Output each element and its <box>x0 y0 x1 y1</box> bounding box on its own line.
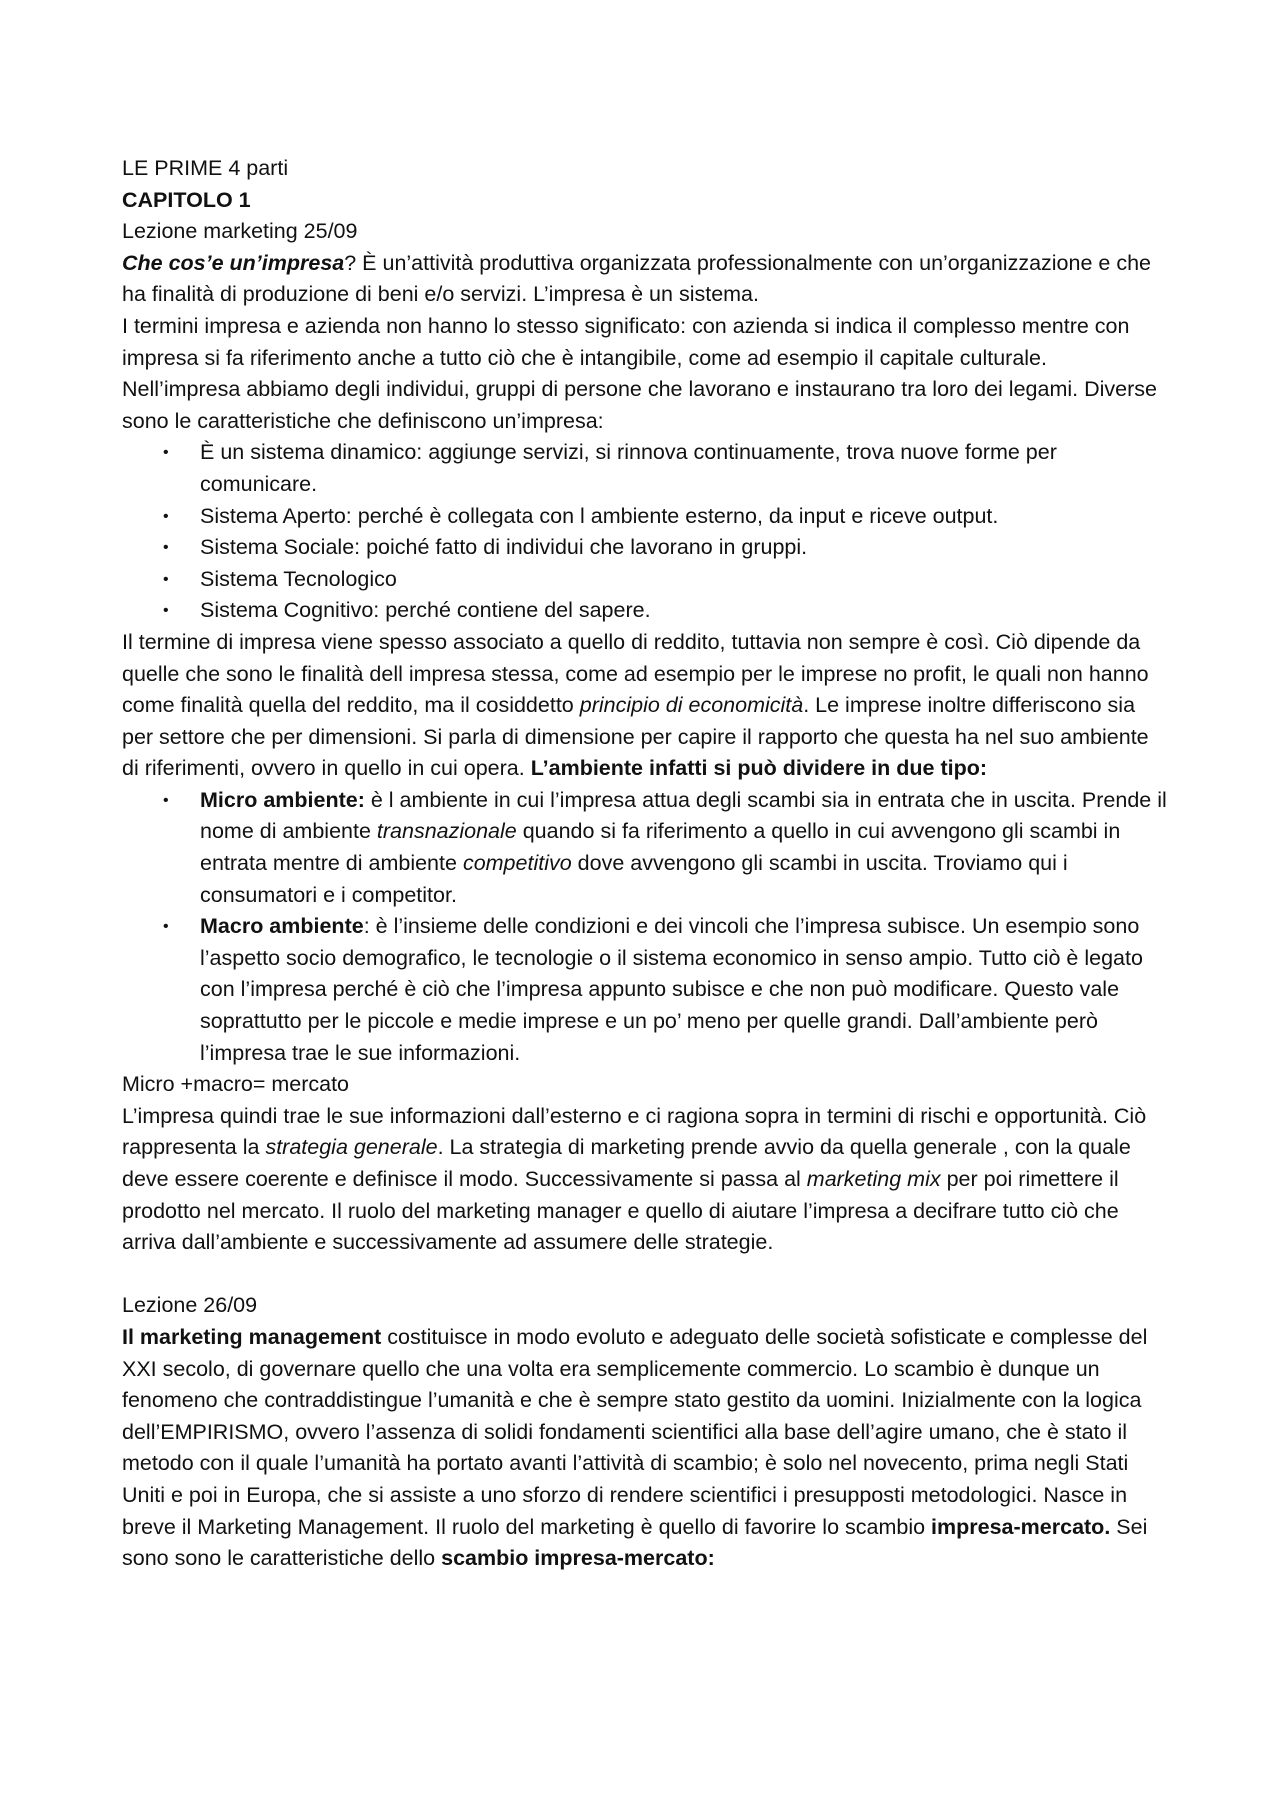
paragraph-3-strong: L’ambiente infatti si può dividere in due tipo: <box>530 756 988 781</box>
bullet-icon: • <box>163 602 169 620</box>
micro-text-c: dove avvengono gli scambi in uscita. Troviamo qui i consumatori e i competitor. <box>200 851 1068 907</box>
blank-line <box>122 1259 1170 1291</box>
environment-list <box>122 785 1170 1069</box>
list-item-text: Sistema Sociale: poiché fatto di individui che lavorano in gruppi. <box>200 535 808 560</box>
bullet-icon: • <box>163 791 169 809</box>
paragraph-3 <box>122 627 1170 785</box>
lesson-2-title: Lezione 26/09 <box>122 1293 258 1318</box>
list-item-macro <box>163 911 1170 1069</box>
paragraph-5-strong-3: scambio impresa-mercato: <box>441 1546 715 1571</box>
list-item-text: Sistema Cognitivo: perché contiene del sapere. <box>200 598 651 623</box>
paragraph-5-text-a: costituisce in modo evoluto e adeguato delle società sofisticate e complesse del XXI secolo, di governare quello che una volta era semplicemente commercio. Lo scambio è dunque un fenomeno che contraddistingue l’umanità e che è sempre stato gestito da uomini. Inizialmente con la logica dell’EMPIRISMO, ovvero l’assenza di solidi fondamenti scientifici alla base dell’agire umano, che è stato il metodo con il quale l’umanità ha portato avanti l’attività di scambio; è solo nel novecento, prima negli Stati Uniti e poi in Europa, che si assiste a uno sforzo di rendere scientifici i presupposti metodologici. Nasce in breve il Marketing Management. Il ruolo del marketing è quello di favorire lo scambio <box>122 1324 1148 1539</box>
paragraph-4-text-a: L’impresa quindi trae le sue informazioni dall’esterno e ci ragiona sopra in termini di rischi e opportunità. Ciò rappresenta la <box>122 1103 1147 1160</box>
bullet-icon: • <box>163 570 169 588</box>
list-item <box>163 501 1170 533</box>
paragraph-4-emphasis-1: strategia generale <box>265 1135 438 1160</box>
micro-emphasis-2: competitivo <box>462 851 572 876</box>
list-item <box>163 437 1170 500</box>
paragraph-3-emphasis: principio di economicità <box>579 693 804 718</box>
paragraph-5-strong-1: Il marketing management <box>122 1324 382 1349</box>
list-item-micro <box>163 785 1170 911</box>
list-item <box>163 564 1170 596</box>
micro-emphasis-1: transnazionale <box>376 819 517 844</box>
list-item <box>163 595 1170 627</box>
paragraph-1 <box>122 248 1170 311</box>
paragraph-5-text-b: Sei sono sono le caratteristiche dello <box>122 1514 1148 1571</box>
paragraph-3-text-a: Il termine di impresa viene spesso associato a quello di reddito, tuttavia non sempre è così. Ciò dipende da quelle che sono le finalità dell impresa stessa, come ad esempio per le imprese no profit, le quali non hanno come finalità quella del reddito, ma il cosiddetto <box>122 629 1149 718</box>
paragraph-2: I termini impresa e azienda non hanno lo stesso significato: con azienda si indica il complesso mentre con impresa si fa riferimento anche a tutto ciò che è intangibile, come ad esempio il capitale culturale. Nell’impresa abbiamo degli individui, gruppi di persone che lavorano e instaurano tra loro dei legami. Diverse sono le caratteristiche che definiscono un’impresa: <box>122 313 1157 433</box>
paragraph-4 <box>122 1101 1170 1259</box>
paragraph-4-text-c: per poi rimettere il prodotto nel mercato. Il ruolo del marketing manager e quello di aiutare l’impresa a decifrare tutto ciò che arriva dall’ambiente e successivamente ad assumere delle strategie. <box>122 1167 1119 1255</box>
bullet-icon: • <box>163 507 169 525</box>
characteristics-list <box>122 437 1170 627</box>
list-item <box>163 532 1170 564</box>
doc-header: LE PRIME 4 parti <box>122 156 289 180</box>
paragraph-5 <box>122 1322 1170 1575</box>
list-item-text: Sistema Tecnologico <box>200 566 397 591</box>
paragraph-4-emphasis-2: marketing mix <box>806 1167 941 1191</box>
list-item-text: È un sistema dinamico: aggiunge servizi, si rinnova continuamente, trova nuove forme per comunicare. <box>200 440 1057 496</box>
bullet-icon: • <box>163 539 169 557</box>
list-item-text: Sistema Aperto: perché è collegata con l ambiente esterno, da input e riceve output. <box>200 503 999 528</box>
chapter-title <box>122 185 1170 217</box>
macro-label: Macro ambiente <box>200 914 364 939</box>
paragraph-1-text: ? È un’attività produttiva organizzata professionalmente con un’organizzazione e che ha finalità di produzione di beni e/o servizi. L’impresa è un sistema. <box>122 250 1151 307</box>
question-text: Che cos’e un’impresa <box>122 250 345 275</box>
chapter-title-text: CAPITOLO 1 <box>122 187 251 212</box>
micro-text-b: quando si fa riferimento a quello in cui avvengono gli scambi in entrata mentre di ambiente <box>200 819 1121 876</box>
macro-text: : è l’insieme delle condizioni e dei vincoli che l’impresa subisce. Un esempio sono l’aspetto socio demografico, le tecnologie o il sistema economico in senso ampio. Tutto ciò è legato con l’impresa perché è ciò che l’impresa appunto subisce e che non può modificare. Questo vale soprattutto per le piccole e medie imprese e un po’ meno per quelle grandi. Dall’ambiente però l’impresa trae le sue informazioni. <box>200 914 1143 1065</box>
paragraph-5-strong-2: impresa-mercato. <box>931 1514 1111 1539</box>
bullet-icon: • <box>163 918 169 936</box>
micro-label: Micro ambiente: <box>200 787 365 812</box>
micro-text-a: è l ambiente in cui l’impresa attua degli scambi sia in entrata che in uscita. Prende il nome di ambiente <box>200 787 1167 844</box>
paragraph-3-text-b: . Le imprese inoltre differiscono sia per settore che per dimensioni. Si parla di dimensione per capire il rapporto che questa ha nel suo ambiente di riferimenti, ovvero in quello in cui opera. <box>122 693 1149 781</box>
paragraph-4-text-b: . La strategia di marketing prende avvio da quella generale , con la quale deve essere coerente e definisce il modo. Successivamente si passa al <box>122 1135 1131 1191</box>
lesson-1-title: Lezione marketing 25/09 <box>122 219 358 244</box>
formula-line: Micro +macro= mercato <box>122 1072 350 1097</box>
bullet-icon: • <box>163 444 169 462</box>
